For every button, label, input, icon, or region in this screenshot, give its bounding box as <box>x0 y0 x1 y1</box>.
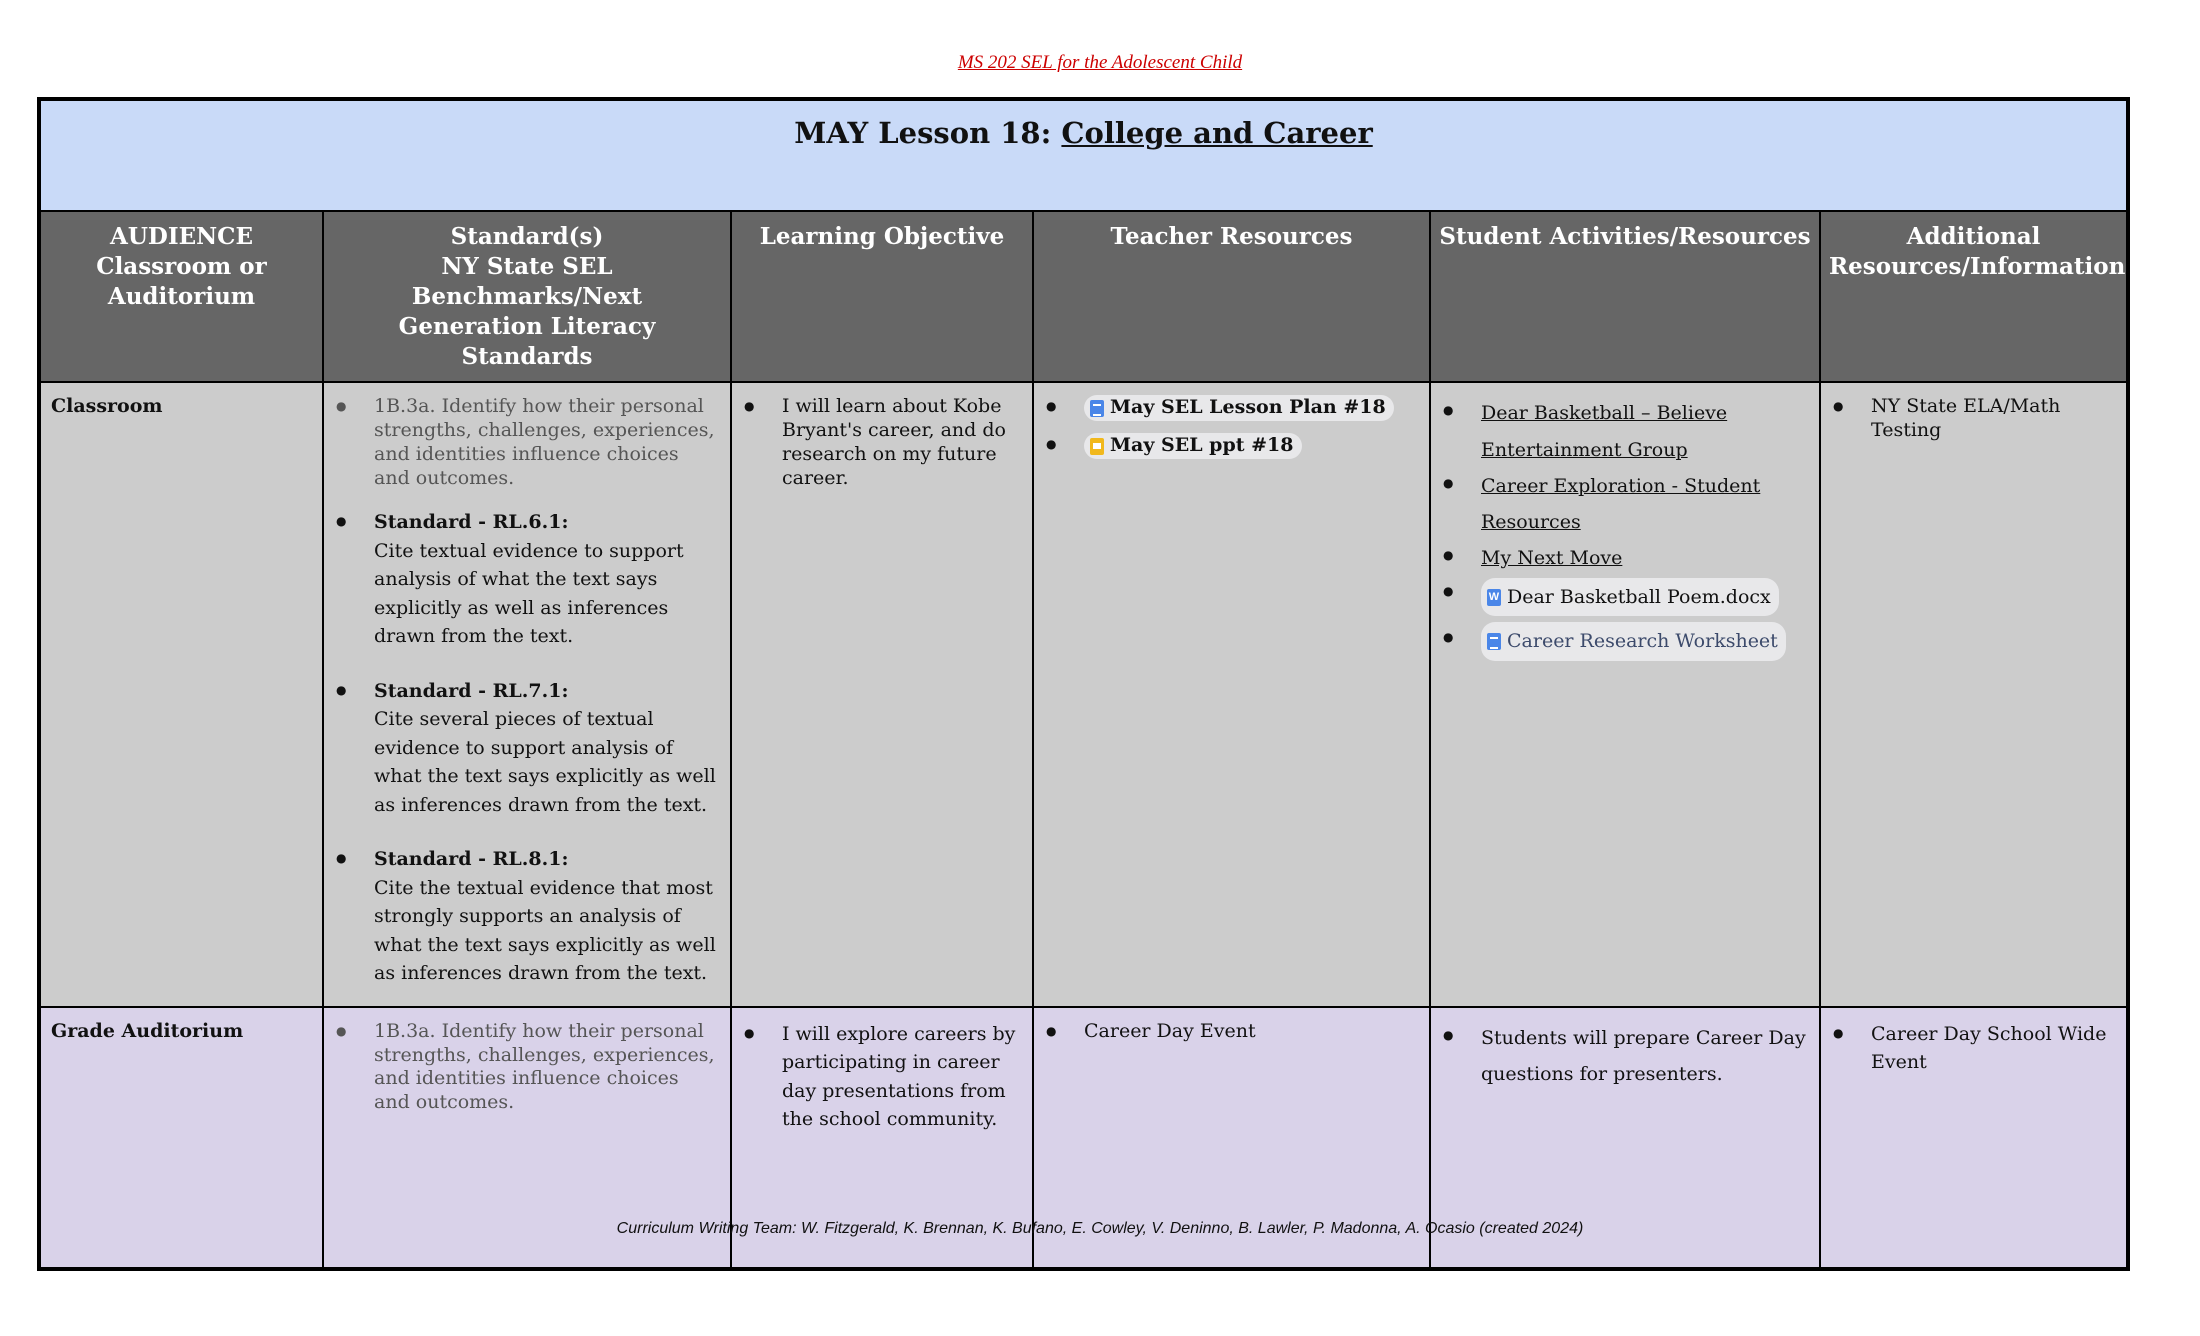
additional-cell <box>1820 382 2128 1007</box>
student-resource-item <box>1481 576 1809 623</box>
student-resource-item <box>1481 395 1809 467</box>
objective-cell <box>731 382 1033 1007</box>
standard-item: ● Standard - RL.7.1: Cite several pieces of textual evidence to support analysis of what the text says explicitly as well as inferences drawn from the text. <box>374 677 720 820</box>
resource-link[interactable]: Dear Basketball – Believe Entertainment Group <box>1481 402 1728 461</box>
header-audience: AUDIENCE Classroom or Auditorium <box>39 211 323 382</box>
student-resource-item <box>1481 468 1809 540</box>
header-link[interactable]: MS 202 SEL for the Adolescent Child <box>957 52 1243 73</box>
resource-chip[interactable]: ● May SEL ppt #18 <box>1084 433 1302 459</box>
table-row <box>39 382 2128 1007</box>
teacher-resource-item <box>1084 433 1419 465</box>
header-additional: Additional Resources/Information <box>1820 211 2128 382</box>
header-student-activities: Student Activities/Resources <box>1430 211 1820 382</box>
google-doc-icon <box>1090 400 1104 417</box>
header-standards: Standard(s) NY State SEL Benchmarks/Next Generation Literacy Standards <box>323 211 731 382</box>
google-doc-icon <box>1487 633 1501 650</box>
resource-link[interactable]: Career Exploration - Student Resources <box>1481 474 1761 533</box>
student-activities-cell <box>1430 382 1820 1007</box>
sel-benchmark: ● 1B.3a. Identify how their personal strengths, challenges, experiences, and identities influence choices and outcomes. <box>374 395 720 490</box>
resource-link[interactable]: My Next Move <box>1481 546 1623 569</box>
lesson-table <box>37 97 2130 1271</box>
standards-cell <box>323 382 731 1007</box>
standard-item: ● Standard - RL.6.1: Cite textual evidence to support analysis of what the text says explicitly as well as inferences drawn from the text. <box>374 508 720 651</box>
audience-cell: Grade Auditorium <box>39 1007 323 1269</box>
word-doc-icon: ● W <box>1487 589 1501 606</box>
lesson-title: MAY Lesson 18: College and Career <box>39 99 2128 211</box>
additional-item: ● Career Day School Wide Event <box>1871 1020 2116 1077</box>
teacher-resource-item: ● Career Day Event <box>1084 1020 1419 1044</box>
teacher-resources-cell <box>1033 382 1430 1007</box>
student-activity-item: ● Students will prepare Career Day questions for presenters. <box>1481 1020 1809 1092</box>
resource-chip[interactable]: ● W Dear Basketball Poem.docx <box>1481 578 1779 616</box>
objective-item: ● I will explore careers by participating in career day presentations from the school community. <box>782 1020 1022 1134</box>
teacher-resource-item <box>1084 395 1419 427</box>
resource-chip[interactable]: ● Career Research Worksheet <box>1481 622 1786 660</box>
footer-credits: Curriculum Writing Team: W. Fitzgerald, K. Brennan, K. Bufano, E. Cowley, V. Deninno, B. Lawler, P. Madonna, A. Ocasio (created 2024) <box>616 1220 1584 1237</box>
header-teacher-resources: Teacher Resources <box>1033 211 1430 382</box>
resource-chip[interactable]: ● May SEL Lesson Plan #18 <box>1084 395 1394 421</box>
student-resource-item <box>1481 540 1809 576</box>
header-objective: Learning Objective <box>731 211 1033 382</box>
audience-cell: Classroom <box>39 382 323 1007</box>
google-slides-icon <box>1090 438 1104 455</box>
sel-benchmark: ● 1B.3a. Identify how their personal strengths, challenges, experiences, and identities influence choices and outcomes. <box>374 1020 720 1115</box>
objective-item: ● I will learn about Kobe Bryant's career, and do research on my future career. <box>782 395 1022 490</box>
student-resource-item <box>1481 622 1809 666</box>
standard-item: ● Standard - RL.8.1: Cite the textual evidence that most strongly supports an analysis of what the text says explicitly as well as inferences drawn from the text. <box>374 845 720 988</box>
additional-item: ● NY State ELA/Math Testing <box>1871 395 2116 443</box>
